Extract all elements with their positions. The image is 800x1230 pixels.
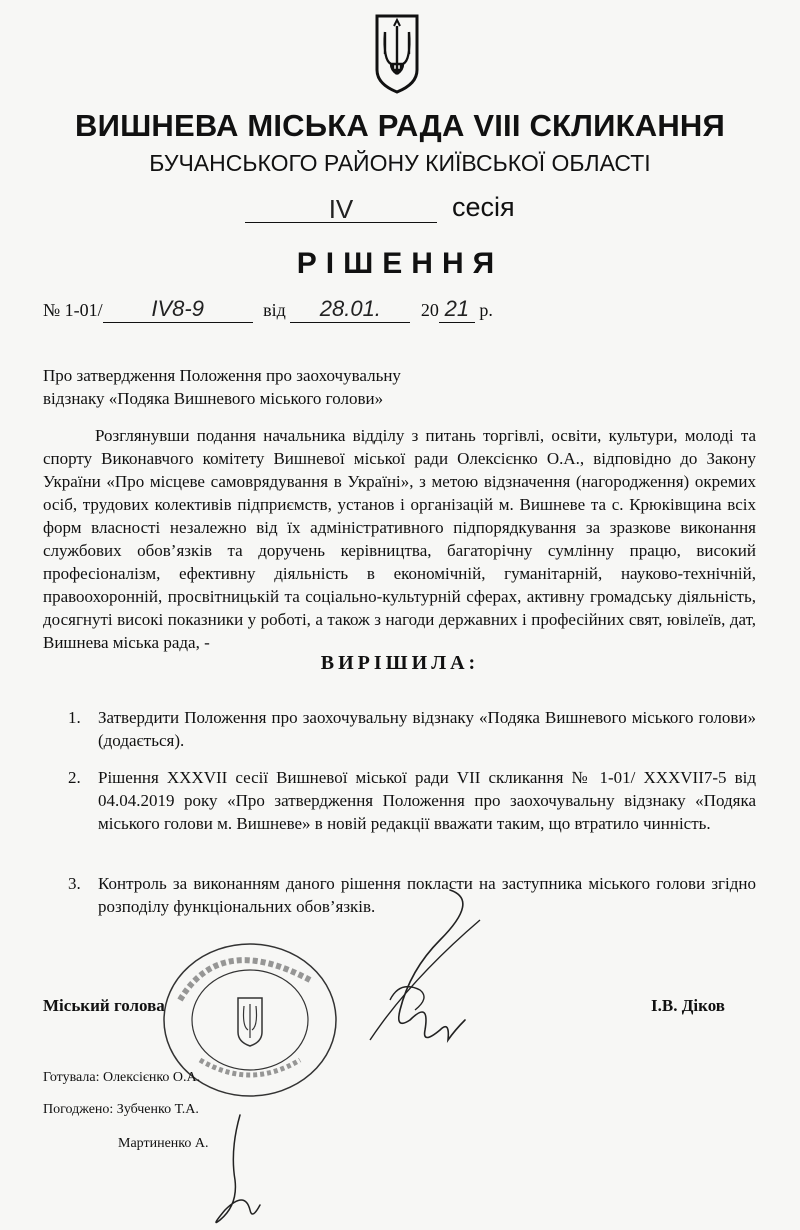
agreed-by-2: Мартиненко А. [118,1136,209,1151]
subject-line-1: Про затвердження Положення про заохочувальну [43,366,401,385]
session-underline [245,222,437,223]
item-number: 2. [68,768,81,787]
year-prefix: 20 [420,300,439,320]
session-number: IV [328,194,354,224]
agreed-by: Погоджено: Зубченко Т.А. [43,1102,199,1117]
approval-signature-icon [190,1110,280,1230]
resolved-heading: ВИРІШИЛА: [320,652,480,674]
year-suffix: р. [479,300,493,320]
number-handwritten: IV8-9 [103,296,253,323]
item-number: 1. [68,708,81,727]
trident-emblem-icon [371,12,423,94]
prepared-by: Готувала: Олексієнко О.А. [43,1070,201,1085]
item-number: 3. [68,874,81,893]
decision-subject [43,364,401,410]
year-handwritten: 21 [439,296,475,323]
from-word: від [263,300,286,320]
preamble-paragraph: Розглянувши подання начальника відділу з питань торгівлі, освіти, культури, молоді та спорту Виконавчого комітету Вишневої міської ради Олексієнко О.А., відповідно до Закону України «Про місцеве самоврядування в Україні», з метою відзначення (нагородження) окремих осіб, трудових колективів підприємств, установ і організацій м. Вишневе та с. Крюківщина всіх форм власності незалежно від їх адміністративного підпорядкування за зразкове виконання службових обов’язків та доручень керівництва, багаторічну сумлінну працю, високий професіоналізм, ефективну діяльність в економічній, гуманітарній, науково-технічній, правоохоронній, просвітницькій та соціально-культурній сферах, активну громадську діяльність, досягнуті високі показники у роботі, а також з нагоди державних і професійних свят, ювілеїв, дат, Вишнева міська рада, - [43,426,756,652]
session-word: сесія [452,192,515,222]
mayor-name: І.В. Діков [651,996,725,1015]
council-name: ВИШНЕВА МІСЬКА РАДА VIII СКЛИКАННЯ [75,108,725,143]
mayor-signature-icon [330,880,490,1060]
mayor-title: Міський голова [43,996,165,1015]
item-text: Затвердити Положення про заохочувальну відзнаку «Подяка Вишневого міського голови» (додається). [98,708,756,750]
decision-number-line [43,296,493,323]
subject-line-2: відзнаку «Подяка Вишневого міського голови» [43,389,384,408]
item-text: Контроль за виконанням даного рішення покласти на заступника міського голови згідно розподілу функціональних обов’язків. [98,874,756,916]
item-text: Рішення XXXVII сесії Вишневої міської ради VII скликання № 1-01/ XXXVII7-5 від 04.04.2019 року «Про затвердження Положення про заохочувальну відзнаку «Подяка міського голови м. Вишневе» в новій редакції вважати таким, що втратило чинність. [98,768,756,833]
resolution-item [68,706,756,752]
resolution-item [68,766,756,835]
decision-title: РІШЕННЯ [296,247,504,280]
date-handwritten: 28.01. [290,296,410,323]
district-name: БУЧАНСЬКОГО РАЙОНУ КИЇВСЬКОЇ ОБЛАСТІ [149,150,651,176]
number-prefix: № 1-01/ [43,300,103,320]
